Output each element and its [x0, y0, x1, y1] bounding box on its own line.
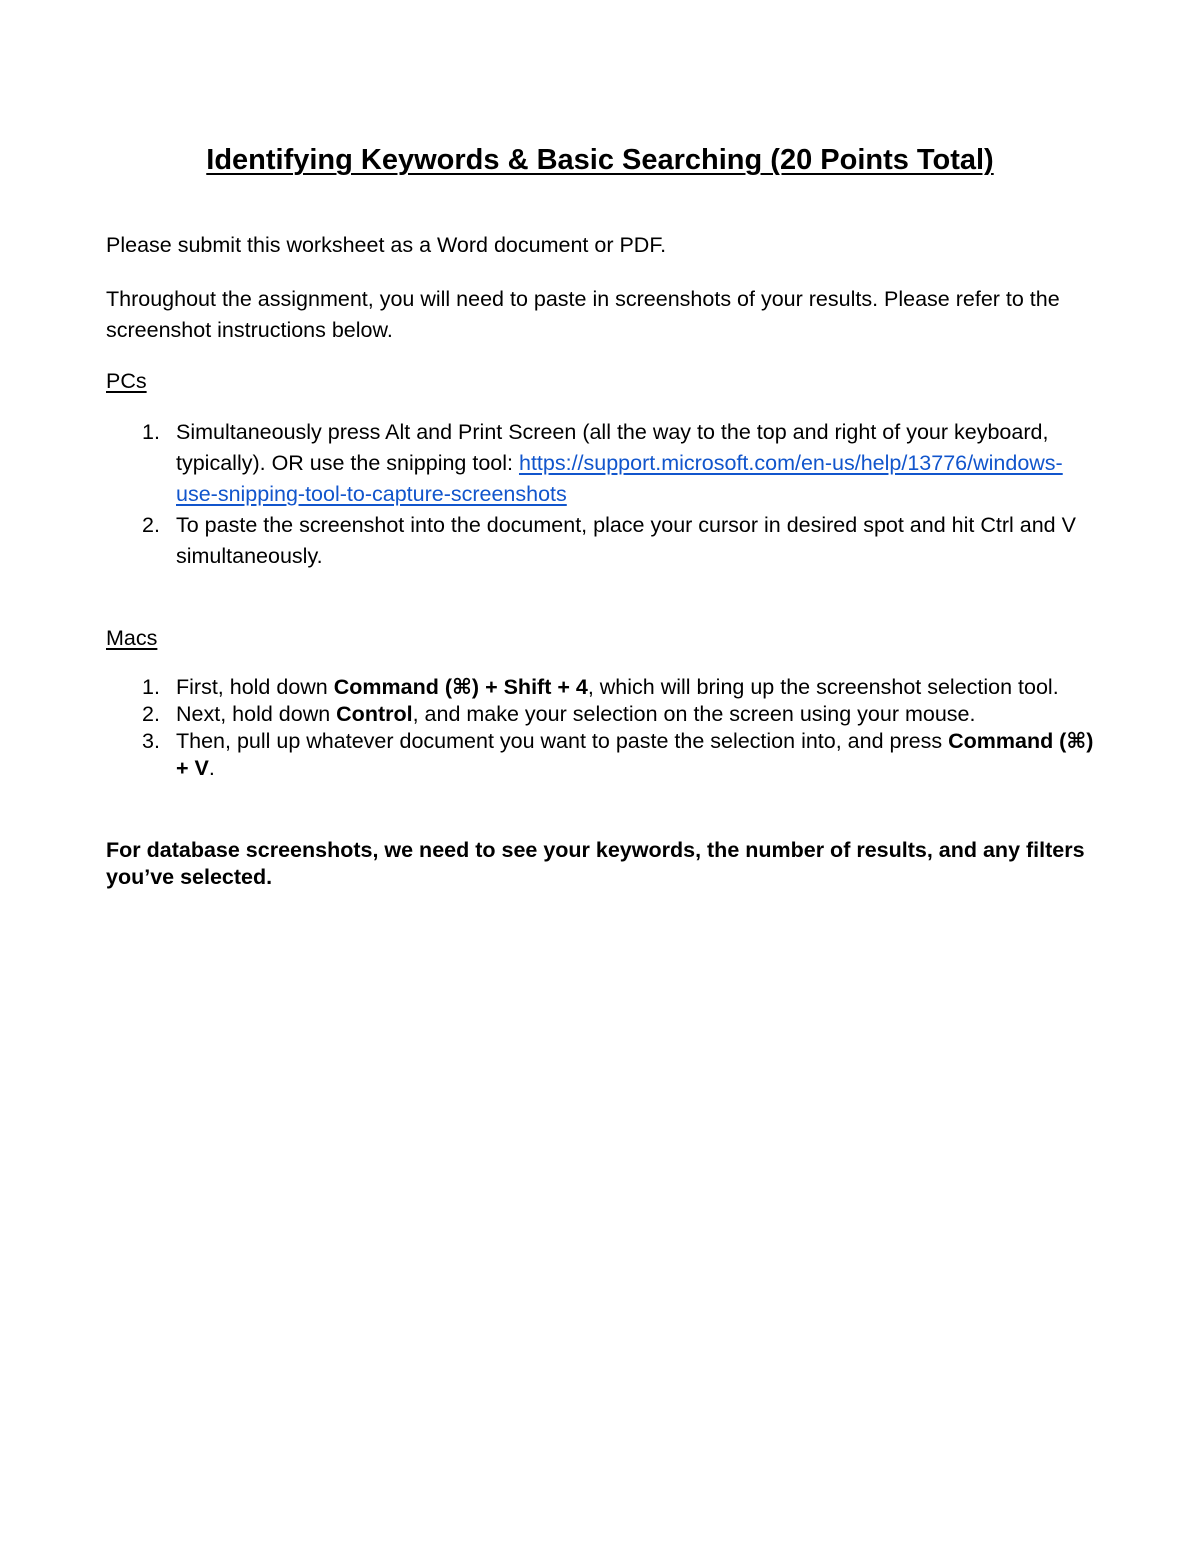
list-item-number: 2.: [142, 513, 160, 537]
list-item-text: , and make your selection on the screen using your mouse.: [412, 702, 976, 726]
list-item: [106, 674, 1096, 701]
pcs-heading: PCs: [106, 369, 147, 393]
macs-instructions-list: [106, 674, 1096, 782]
submit-instructions: Please submit this worksheet as a Word document or PDF.: [106, 233, 667, 257]
list-item-number: 1.: [142, 675, 160, 699]
list-item: [106, 701, 1096, 728]
list-item-text: Next, hold down: [176, 702, 337, 726]
list-item: [106, 510, 1096, 572]
shortcut-text: Command (⌘) + V: [176, 729, 1094, 780]
database-screenshot-note: For database screenshots, we need to see your keywords, the number of results, and any filters you’ve selected.: [106, 838, 1085, 889]
pcs-instructions-list: [106, 417, 1096, 572]
list-item-number: 1.: [142, 420, 160, 444]
list-item: [106, 728, 1096, 782]
list-item-text: .: [208, 756, 215, 780]
screenshot-intro: Throughout the assignment, you will need to paste in screenshots of your results. Please refer to the screenshot instructions below.: [106, 287, 1060, 342]
shortcut-text: Command (⌘) + Shift + 4: [333, 675, 588, 699]
list-item-text: Then, pull up whatever document you want to paste the selection into, and press: [176, 729, 949, 753]
macs-heading: Macs: [106, 626, 158, 650]
list-item-text: First, hold down: [176, 675, 334, 699]
list-item-text: , which will bring up the screenshot selection tool.: [587, 675, 1059, 699]
list-item-text: Simultaneously press Alt and Print Screen (all the way to the top and right of your keyboard, typically). OR use the snipping tool:: [176, 420, 1049, 475]
shortcut-text: Control: [336, 702, 413, 726]
list-item-number: 2.: [142, 702, 160, 726]
document-title: Identifying Keywords & Basic Searching (20 Points Total): [206, 144, 994, 176]
list-item-number: 3.: [142, 729, 160, 753]
list-item-text: To paste the screenshot into the document, place your cursor in desired spot and hit Ctrl and V simultaneously.: [176, 513, 1076, 568]
snipping-tool-link[interactable]: https://support.microsoft.com/en-us/help/13776/windows-use-snipping-tool-to-capture-screenshots: [176, 451, 1063, 506]
list-item: [106, 417, 1096, 510]
